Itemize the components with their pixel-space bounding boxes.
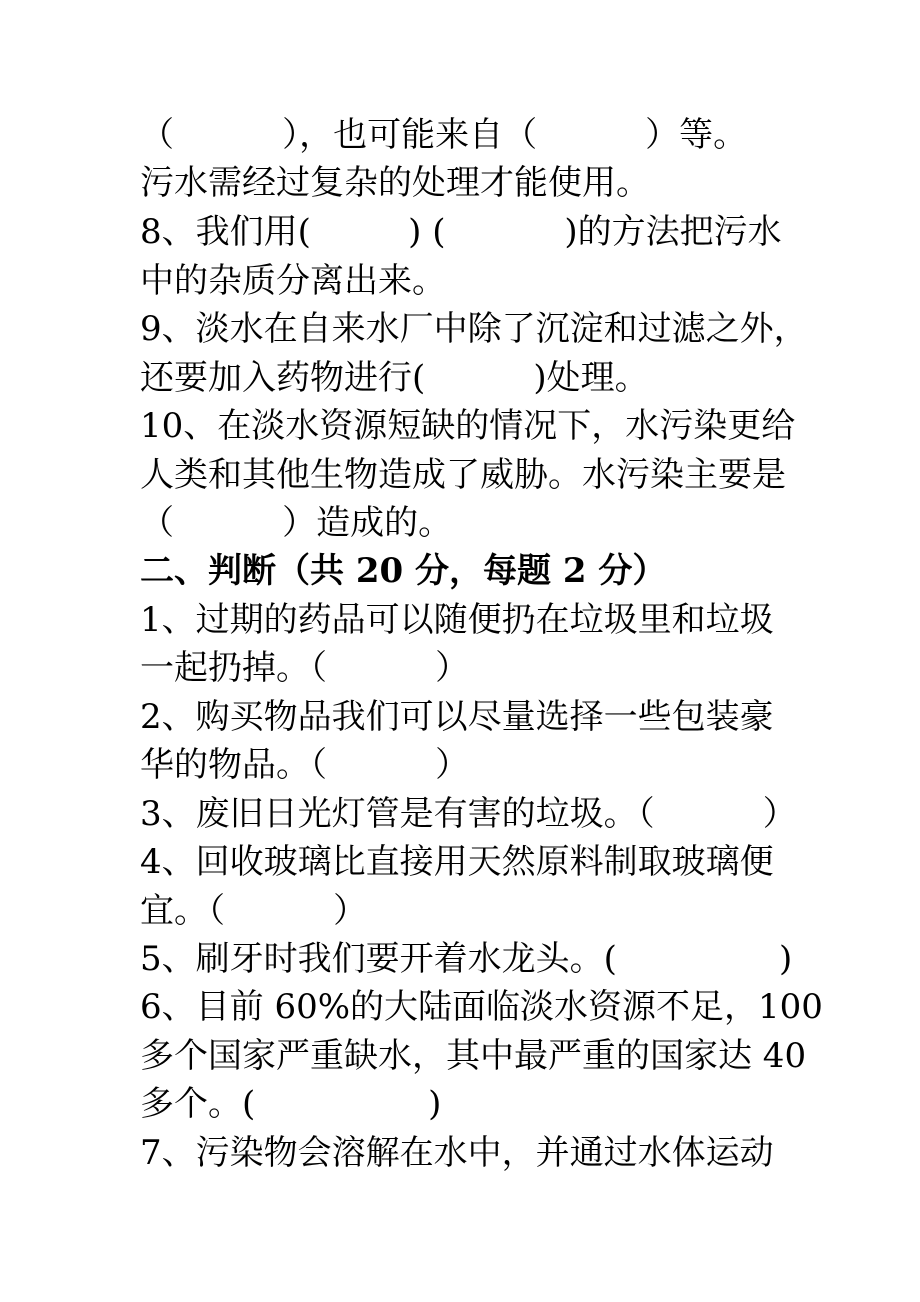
text-line: 污水需经过复杂的处理才能使用。 xyxy=(140,163,650,203)
text-line: 多个。( ) xyxy=(140,1084,442,1124)
question-8: 8、我们用( ) ( )的方法把污水 xyxy=(140,212,782,252)
question-10: 10、在淡水资源短缺的情况下，水污染更给 xyxy=(140,406,796,446)
judgment-2: 2、购买物品我们可以尽量选择一些包装豪 xyxy=(140,697,774,737)
judgment-4: 4、回收玻璃比直接用天然原料制取玻璃便 xyxy=(140,842,774,882)
text-line: 华的物品。（ ） xyxy=(140,745,470,785)
text-line: 一起扔掉。（ ） xyxy=(140,648,470,688)
judgment-1: 1、过期的药品可以随便扔在垃圾里和垃圾 xyxy=(140,600,774,640)
text-line: 人类和其他生物造成了威胁。水污染主要是 xyxy=(140,455,786,495)
section-heading: 二、判断（共 20 分，每题 2 分） xyxy=(140,551,667,591)
judgment-5: 5、刷牙时我们要开着水龙头。( ) xyxy=(140,939,793,979)
text-line: 中的杂质分离出来。 xyxy=(140,261,446,301)
text-line: （ ）造成的。 xyxy=(140,503,453,543)
question-9: 9、淡水在自来水厂中除了沉淀和过滤之外， xyxy=(140,309,808,349)
judgment-7: 7、污染物会溶解在水中，并通过水体运动 xyxy=(140,1133,774,1173)
text-line: 宜。（ ） xyxy=(140,891,368,931)
text-line: （ ），也可能来自（ ）等。 xyxy=(140,115,748,155)
text-line: 多个国家严重缺水，其中最严重的国家达 40 xyxy=(140,1036,807,1076)
judgment-3: 3、废旧日光灯管是有害的垃圾。（ ） xyxy=(140,794,797,834)
judgment-6: 6、目前 60%的大陆面临淡水资源不足，100 xyxy=(140,987,823,1027)
text-line: 还要加入药物进行( )处理。 xyxy=(140,358,649,398)
